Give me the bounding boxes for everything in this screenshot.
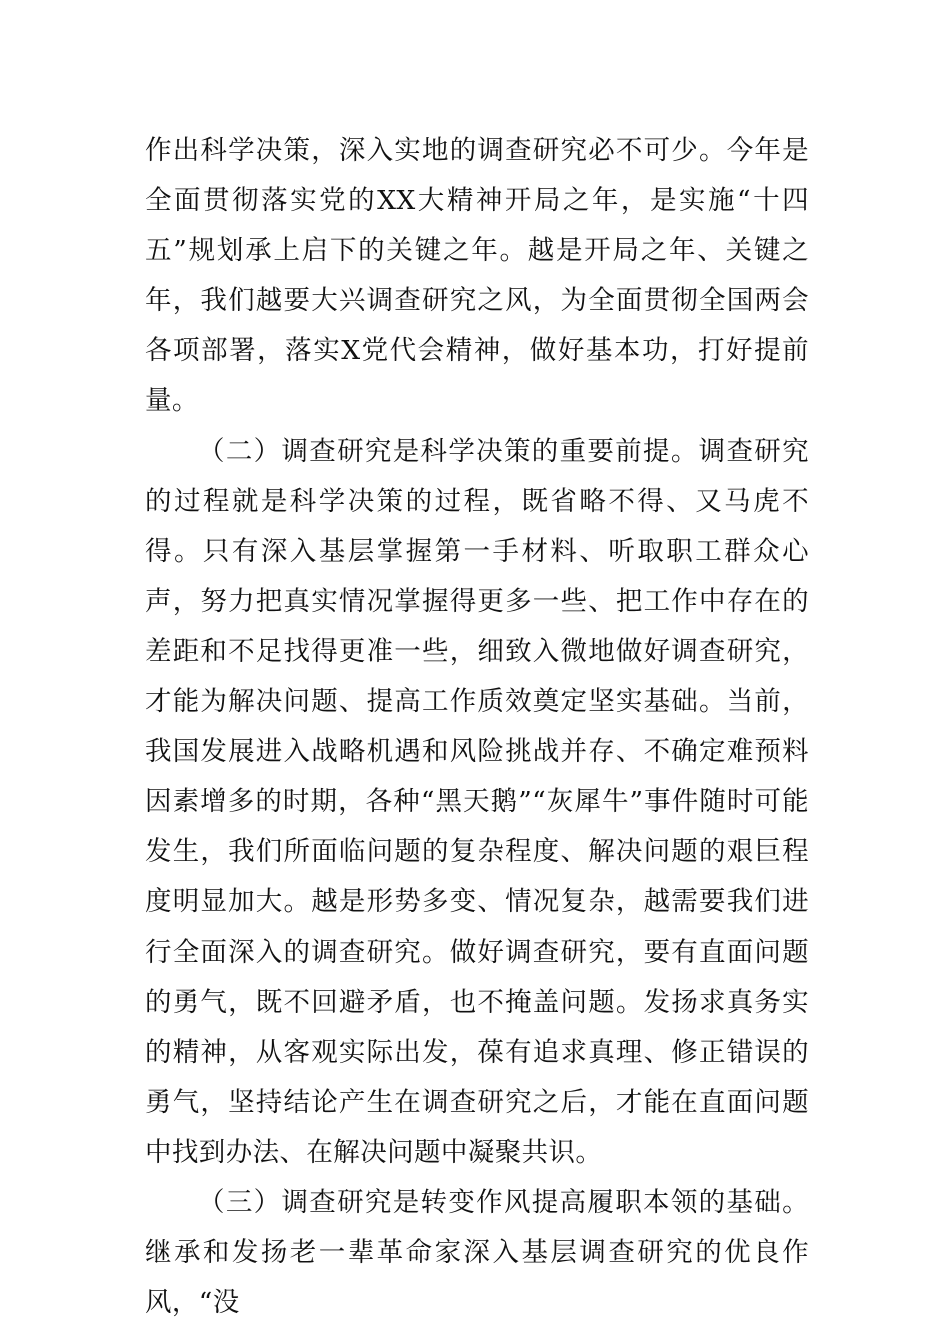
paragraph-section-three: （三）调查研究是转变作风提高履职本领的基础。继承和发扬老一辈革命家深入基层调查研究的优良作风，“没 (145, 1186, 809, 1319)
document-body (145, 126, 809, 1328)
paragraph-intro-continuation: 作出科学决策，深入实地的调查研究必不可少。今年是全面贯彻落实党的XX大精神开局之年，是实施“十四五”规划承上启下的关键之年。越是开局之年、关键之年，我们越要大兴调查研究之风，为全面贯彻全国两会各项部署，落实X党代会精神，做好基本功，打好提前量。 (145, 135, 809, 417)
paragraph-section-two: （二）调查研究是科学决策的重要前提。调查研究的过程就是科学决策的过程，既省略不得、又马虎不得。只有深入基层掌握第一手材料、听取职工群众心声，努力把真实情况掌握得更多一些、把工作中存在的差距和不足找得更准一些，细致入微地做好调查研究，才能为解决问题、提高工作质效奠定坚实基础。当前，我国发展进入战略机遇和风险挑战并存、不确定难预料因素增多的时期，各种“黑天鹅”“灰犀牛”事件随时可能发生，我们所面临问题的复杂程度、解决问题的艰巨程度明显加大。越是形势多变、情况复杂，越需要我们进行全面深入的调查研究。做好调查研究，要有直面问题的勇气，既不回避矛盾，也不掩盖问题。发扬求真务实的精神，从客观实际出发，葆有追求真理、修正错误的勇气，坚持结论产生在调查研究之后，才能在直面问题中找到办法、在解决问题中凝聚共识。 (145, 435, 809, 1168)
